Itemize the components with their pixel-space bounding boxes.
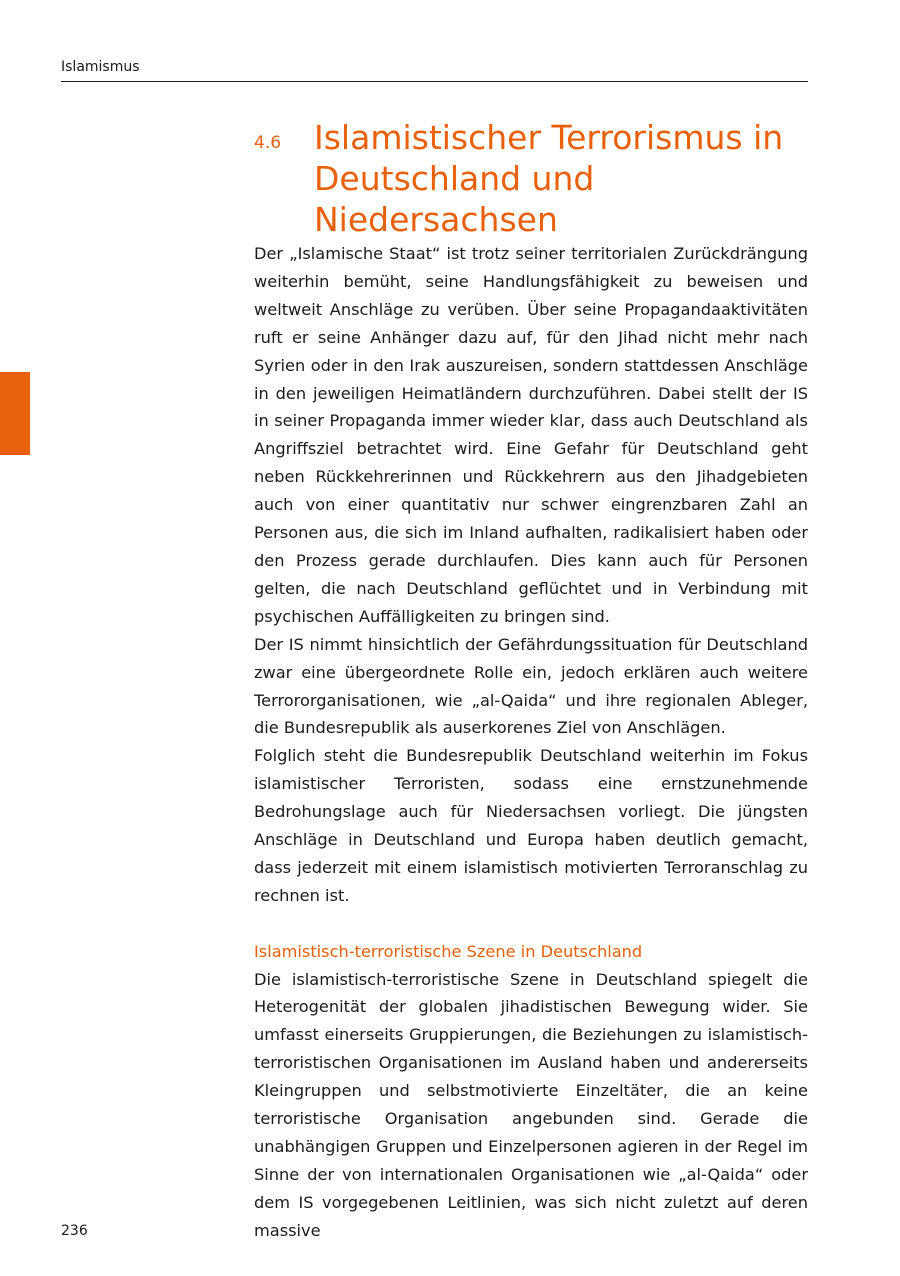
page-number: 236 (61, 1223, 88, 1239)
side-tab-marker (0, 372, 30, 455)
running-head: Islamismus (61, 59, 140, 75)
body-paragraph: Folglich steht die Bundesrepublik Deutschland weiterhin im Fokus islamistischer Terroristen, sodass eine ernstzunehmende Bedrohungslage auch für Niedersachsen vorliegt. Die jüngsten Anschläge in Deutschland und Europa haben deutlich gemacht, dass jederzeit mit einem islamistisch motivierten Terroranschlag zu rechnen ist. (254, 746, 808, 905)
body-paragraph: Der „Islamische Staat“ ist trotz seiner territorialen Zurückdrängung weiterhin bemüht, seine Handlungsfähigkeit zu beweisen und weltweit Anschläge zu verüben. Über seine Propagandaaktivitäten ruft er seine Anhänger dazu auf, für den Jihad nicht mehr nach Syrien oder in den Irak auszureisen, sondern stattdessen Anschläge in den jeweiligen Heimatländern durchzuführen. Dabei stellt der IS in seiner Propaganda immer wieder klar, dass auch Deutschland als Angriffsziel betrachtet wird. Eine Gefahr für Deutschland geht neben Rückkehrerinnen und Rückkehrern aus den Jihadgebieten auch von einer quantitativ nur schwer eingrenzbaren Zahl an Personen aus, die sich im Inland aufhalten, radikalisiert haben oder den Prozess gerade durchlaufen. Dies kann auch für Personen gelten, die nach Deutschland geflüchtet und in Verbindung mit psychischen Auffälligkeiten zu bringen sind. (254, 244, 808, 626)
section-number: 4.6 (254, 133, 282, 153)
body-paragraph: Der IS nimmt hinsichtlich der Gefährdungssituation für Deutschland zwar eine übergeordnete Rolle ein, jedoch erklären auch weitere Terrororganisationen, wie „al-Qaida“ und ihre regionalen Ableger, die Bundesrepublik als auserkorenes Ziel von Anschlägen. (254, 634, 808, 738)
subheading: Islamistisch-terroristische Szene in Deutschland (254, 941, 643, 961)
body-paragraph: Die islamistisch-terroristische Szene in Deutschland spiegelt die Heterogenität der globalen jihadistischen Bewegung wider. Sie umfasst einerseits Gruppierungen, die Beziehungen zu islamistisch-terroristischen Organisationen im Ausland haben und andererseits Kleingruppen und selbstmotivierte Einzeltäter, die an keine terroristische Organisation angebunden sind. Gerade die unabhängigen Gruppen und Einzelpersonen agieren in der Regel im Sinne der von internationalen Organisationen wie „al-Qaida“ oder dem IS vorgegebenen Leitlinien, was sich nicht zuletzt auf deren massive (254, 969, 808, 1240)
body-text (254, 240, 808, 1245)
header-rule (61, 81, 808, 82)
section-title: Islamistischer Terrorismus in Deutschland und Niedersachsen (314, 118, 784, 239)
